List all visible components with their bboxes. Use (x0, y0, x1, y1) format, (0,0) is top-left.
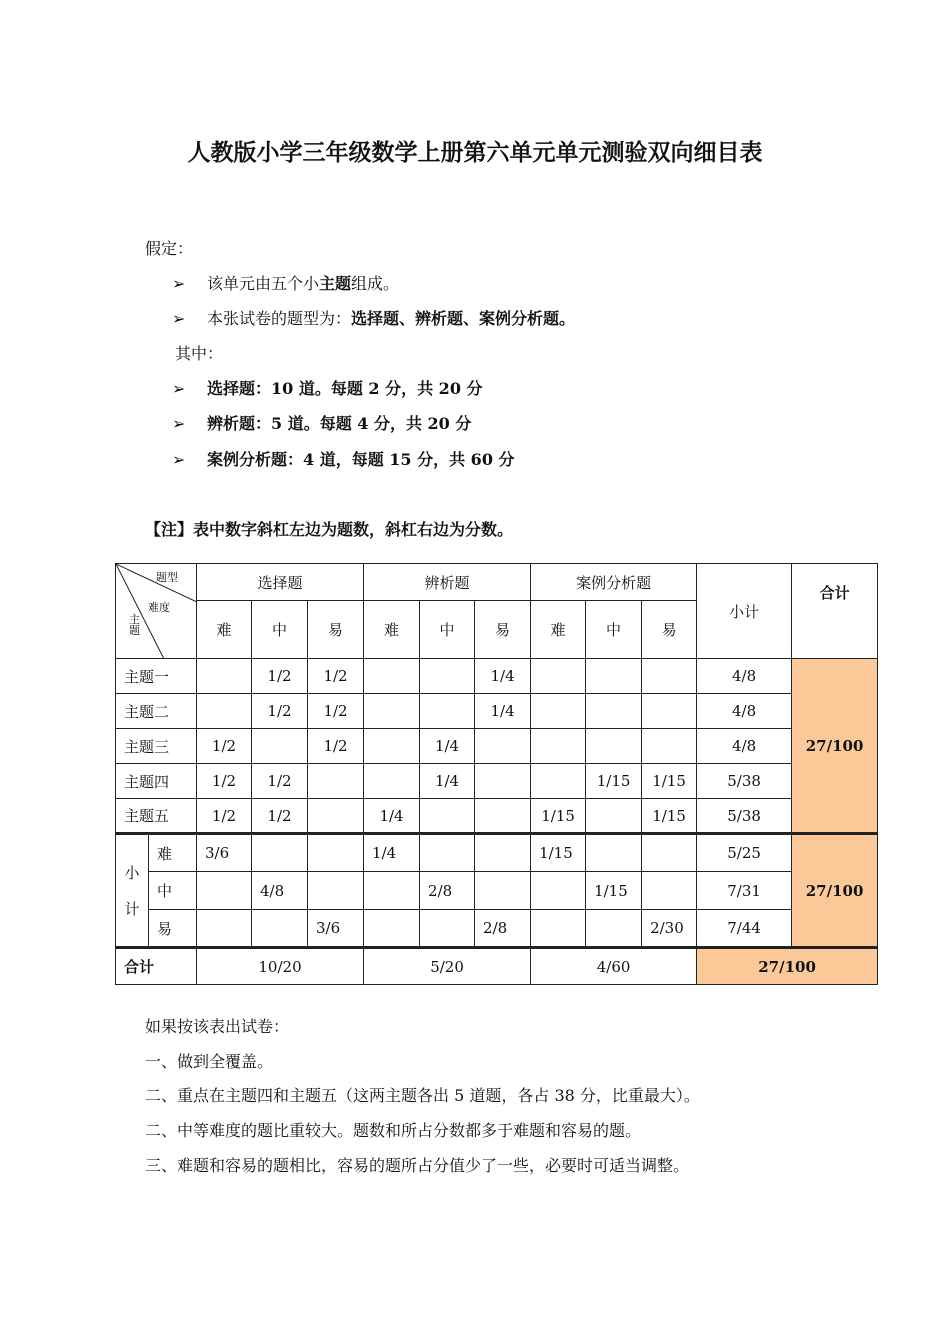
conclusion-point: 三、难题和容易的题相比，容易的题所占分值少了一些，必要时可适当调整。 (145, 1156, 690, 1175)
table-cell (308, 834, 364, 872)
table-cell: 2/30 (642, 910, 697, 948)
table-cell: 1/15 (642, 799, 697, 834)
table-row (116, 872, 878, 910)
table-cell (420, 910, 475, 948)
table-cell (642, 694, 697, 729)
level-header: 中 (420, 601, 475, 659)
table-row (116, 729, 878, 764)
conclusion-point: 二、中等难度的题比重较大。题数和所占分数都多于难题和容易的题。 (145, 1121, 642, 1140)
group-total: 5/20 (364, 948, 531, 985)
table-cell: 1/15 (531, 834, 586, 872)
arrow-bullet-icon: ➢ (172, 450, 186, 469)
row-subtotal: 4/8 (697, 694, 792, 729)
table-cell: 1/4 (420, 729, 475, 764)
table-cell (420, 694, 475, 729)
table-cell: 1/15 (586, 764, 642, 799)
table-cell (531, 659, 586, 694)
table-row (116, 659, 878, 694)
total-row (116, 948, 878, 985)
group-total: 4/60 (531, 948, 697, 985)
table-cell: 1/2 (308, 729, 364, 764)
table-cell (586, 799, 642, 834)
bullet-question-types: 本张试卷的题型为：选择题、辨析题、案例分析题。 (207, 309, 576, 328)
table-cell (586, 834, 642, 872)
arrow-bullet-icon: ➢ (172, 309, 186, 328)
level-header: 易 (475, 601, 531, 659)
table-cell: 1/2 (252, 694, 308, 729)
topic-label: 主题三 (116, 729, 197, 764)
topic-label: 主题四 (116, 764, 197, 799)
table-cell (252, 834, 308, 872)
row-subtotal: 4/8 (697, 729, 792, 764)
page-title: 人教版小学三年级数学上册第六单元单元测验双向细目表 (187, 140, 763, 166)
table-cell (364, 694, 420, 729)
item-judgement: 辨析题：5 道。每题 4 分，共 20 分 (207, 414, 472, 433)
group-header-choice: 选择题 (197, 564, 364, 601)
corner-topic-label: 主题 (129, 613, 140, 637)
table-cell: 3/6 (197, 834, 252, 872)
group-total: 10/20 (197, 948, 364, 985)
level-header: 难 (531, 601, 586, 659)
table-cell (252, 729, 308, 764)
total-header: 合计 (792, 564, 878, 659)
table-cell: 1/2 (308, 694, 364, 729)
row-subtotal: 4/8 (697, 659, 792, 694)
bullet-topics: 该单元由五个小主题组成。 (207, 274, 400, 293)
table-cell (475, 764, 531, 799)
difficulty-label: 难 (149, 834, 197, 872)
table-cell (364, 764, 420, 799)
difficulty-label: 易 (149, 910, 197, 948)
table-cell (475, 834, 531, 872)
row-subtotal: 5/38 (697, 799, 792, 834)
table-cell (364, 910, 420, 948)
arrow-bullet-icon: ➢ (172, 379, 186, 398)
table-cell (531, 764, 586, 799)
table-cell: 3/6 (308, 910, 364, 948)
difficulty-total-cell: 27/100 (792, 834, 878, 948)
table-cell (364, 729, 420, 764)
group-header-case: 案例分析题 (531, 564, 697, 601)
table-row (116, 764, 878, 799)
table-cell (475, 799, 531, 834)
conclusion-point: 一、做到全覆盖。 (145, 1052, 274, 1071)
table-cell: 1/2 (197, 764, 252, 799)
topic-total-cell: 27/100 (792, 659, 878, 834)
group-header-judgement: 辨析题 (364, 564, 531, 601)
table-cell (586, 659, 642, 694)
total-row-label: 合计 (116, 948, 197, 985)
table-corner-cell (116, 564, 197, 659)
table-cell: 1/4 (420, 764, 475, 799)
row-subtotal: 7/31 (697, 872, 792, 910)
table-cell (531, 910, 586, 948)
table-cell (420, 659, 475, 694)
table-row (116, 694, 878, 729)
topic-label: 主题一 (116, 659, 197, 694)
table-row (116, 910, 878, 948)
table-cell (475, 872, 531, 910)
table-cell: 1/15 (642, 764, 697, 799)
item-choice: 选择题：10 道。每题 2 分，共 20 分 (207, 379, 483, 398)
arrow-bullet-icon: ➢ (172, 274, 186, 293)
conclusion-intro: 如果按该表出试卷： (145, 1017, 290, 1036)
table-cell (197, 659, 252, 694)
level-header: 难 (364, 601, 420, 659)
table-row (116, 799, 878, 834)
table-cell: 1/2 (197, 799, 252, 834)
detail-table (115, 563, 878, 985)
table-cell: 1/2 (197, 729, 252, 764)
table-cell (642, 729, 697, 764)
table-cell: 1/4 (475, 659, 531, 694)
row-subtotal: 5/25 (697, 834, 792, 872)
table-cell (531, 694, 586, 729)
table-cell (197, 872, 252, 910)
table-cell (420, 834, 475, 872)
table-cell (531, 729, 586, 764)
table-cell: 1/4 (364, 799, 420, 834)
table-cell: 1/2 (252, 799, 308, 834)
table-cell: 1/4 (475, 694, 531, 729)
table-cell (420, 799, 475, 834)
table-cell (197, 910, 252, 948)
topic-label: 主题二 (116, 694, 197, 729)
table-cell (197, 694, 252, 729)
row-subtotal: 5/38 (697, 764, 792, 799)
subtotal-header: 小计 (697, 564, 792, 659)
table-cell (586, 729, 642, 764)
table-cell (531, 872, 586, 910)
table-cell: 1/4 (364, 834, 420, 872)
table-cell (308, 799, 364, 834)
table-note: 【注】表中数字斜杠左边为题数，斜杠右边为分数。 (145, 520, 514, 539)
assumption-label: 假定： (145, 239, 194, 258)
table-row (116, 834, 878, 872)
level-header: 易 (642, 601, 697, 659)
item-case-analysis: 案例分析题：4 道，每题 15 分，共 60 分 (207, 450, 515, 469)
table-cell: 1/15 (586, 872, 642, 910)
table-cell (252, 910, 308, 948)
row-subtotal: 7/44 (697, 910, 792, 948)
table-cell (586, 694, 642, 729)
table-cell (475, 729, 531, 764)
corner-type-label: 题型 (156, 571, 178, 584)
table-cell (642, 659, 697, 694)
table-cell (308, 764, 364, 799)
topic-label: 主题五 (116, 799, 197, 834)
table-cell (364, 872, 420, 910)
table-cell (642, 872, 697, 910)
table-cell: 2/8 (475, 910, 531, 948)
table-cell: 2/8 (420, 872, 475, 910)
level-header: 中 (586, 601, 642, 659)
table-cell (642, 834, 697, 872)
table-cell: 1/15 (531, 799, 586, 834)
level-header: 易 (308, 601, 364, 659)
corner-difficulty-label: 难度 (148, 601, 170, 614)
table-cell (308, 872, 364, 910)
table-cell: 1/2 (252, 659, 308, 694)
table-cell: 1/2 (308, 659, 364, 694)
level-header: 难 (197, 601, 252, 659)
among-label: 其中： (175, 344, 224, 363)
grand-total-cell: 27/100 (697, 948, 878, 985)
difficulty-label: 中 (149, 872, 197, 910)
subtotal-side-label: 小 计 (116, 834, 149, 948)
conclusion-point: 二、重点在主题四和主题五（这两主题各出 5 道题，各占 38 分，比重最大）。 (145, 1086, 700, 1105)
table-cell (586, 910, 642, 948)
table-cell: 4/8 (252, 872, 308, 910)
arrow-bullet-icon: ➢ (172, 414, 186, 433)
table-cell (364, 659, 420, 694)
level-header: 中 (252, 601, 308, 659)
table-cell: 1/2 (252, 764, 308, 799)
